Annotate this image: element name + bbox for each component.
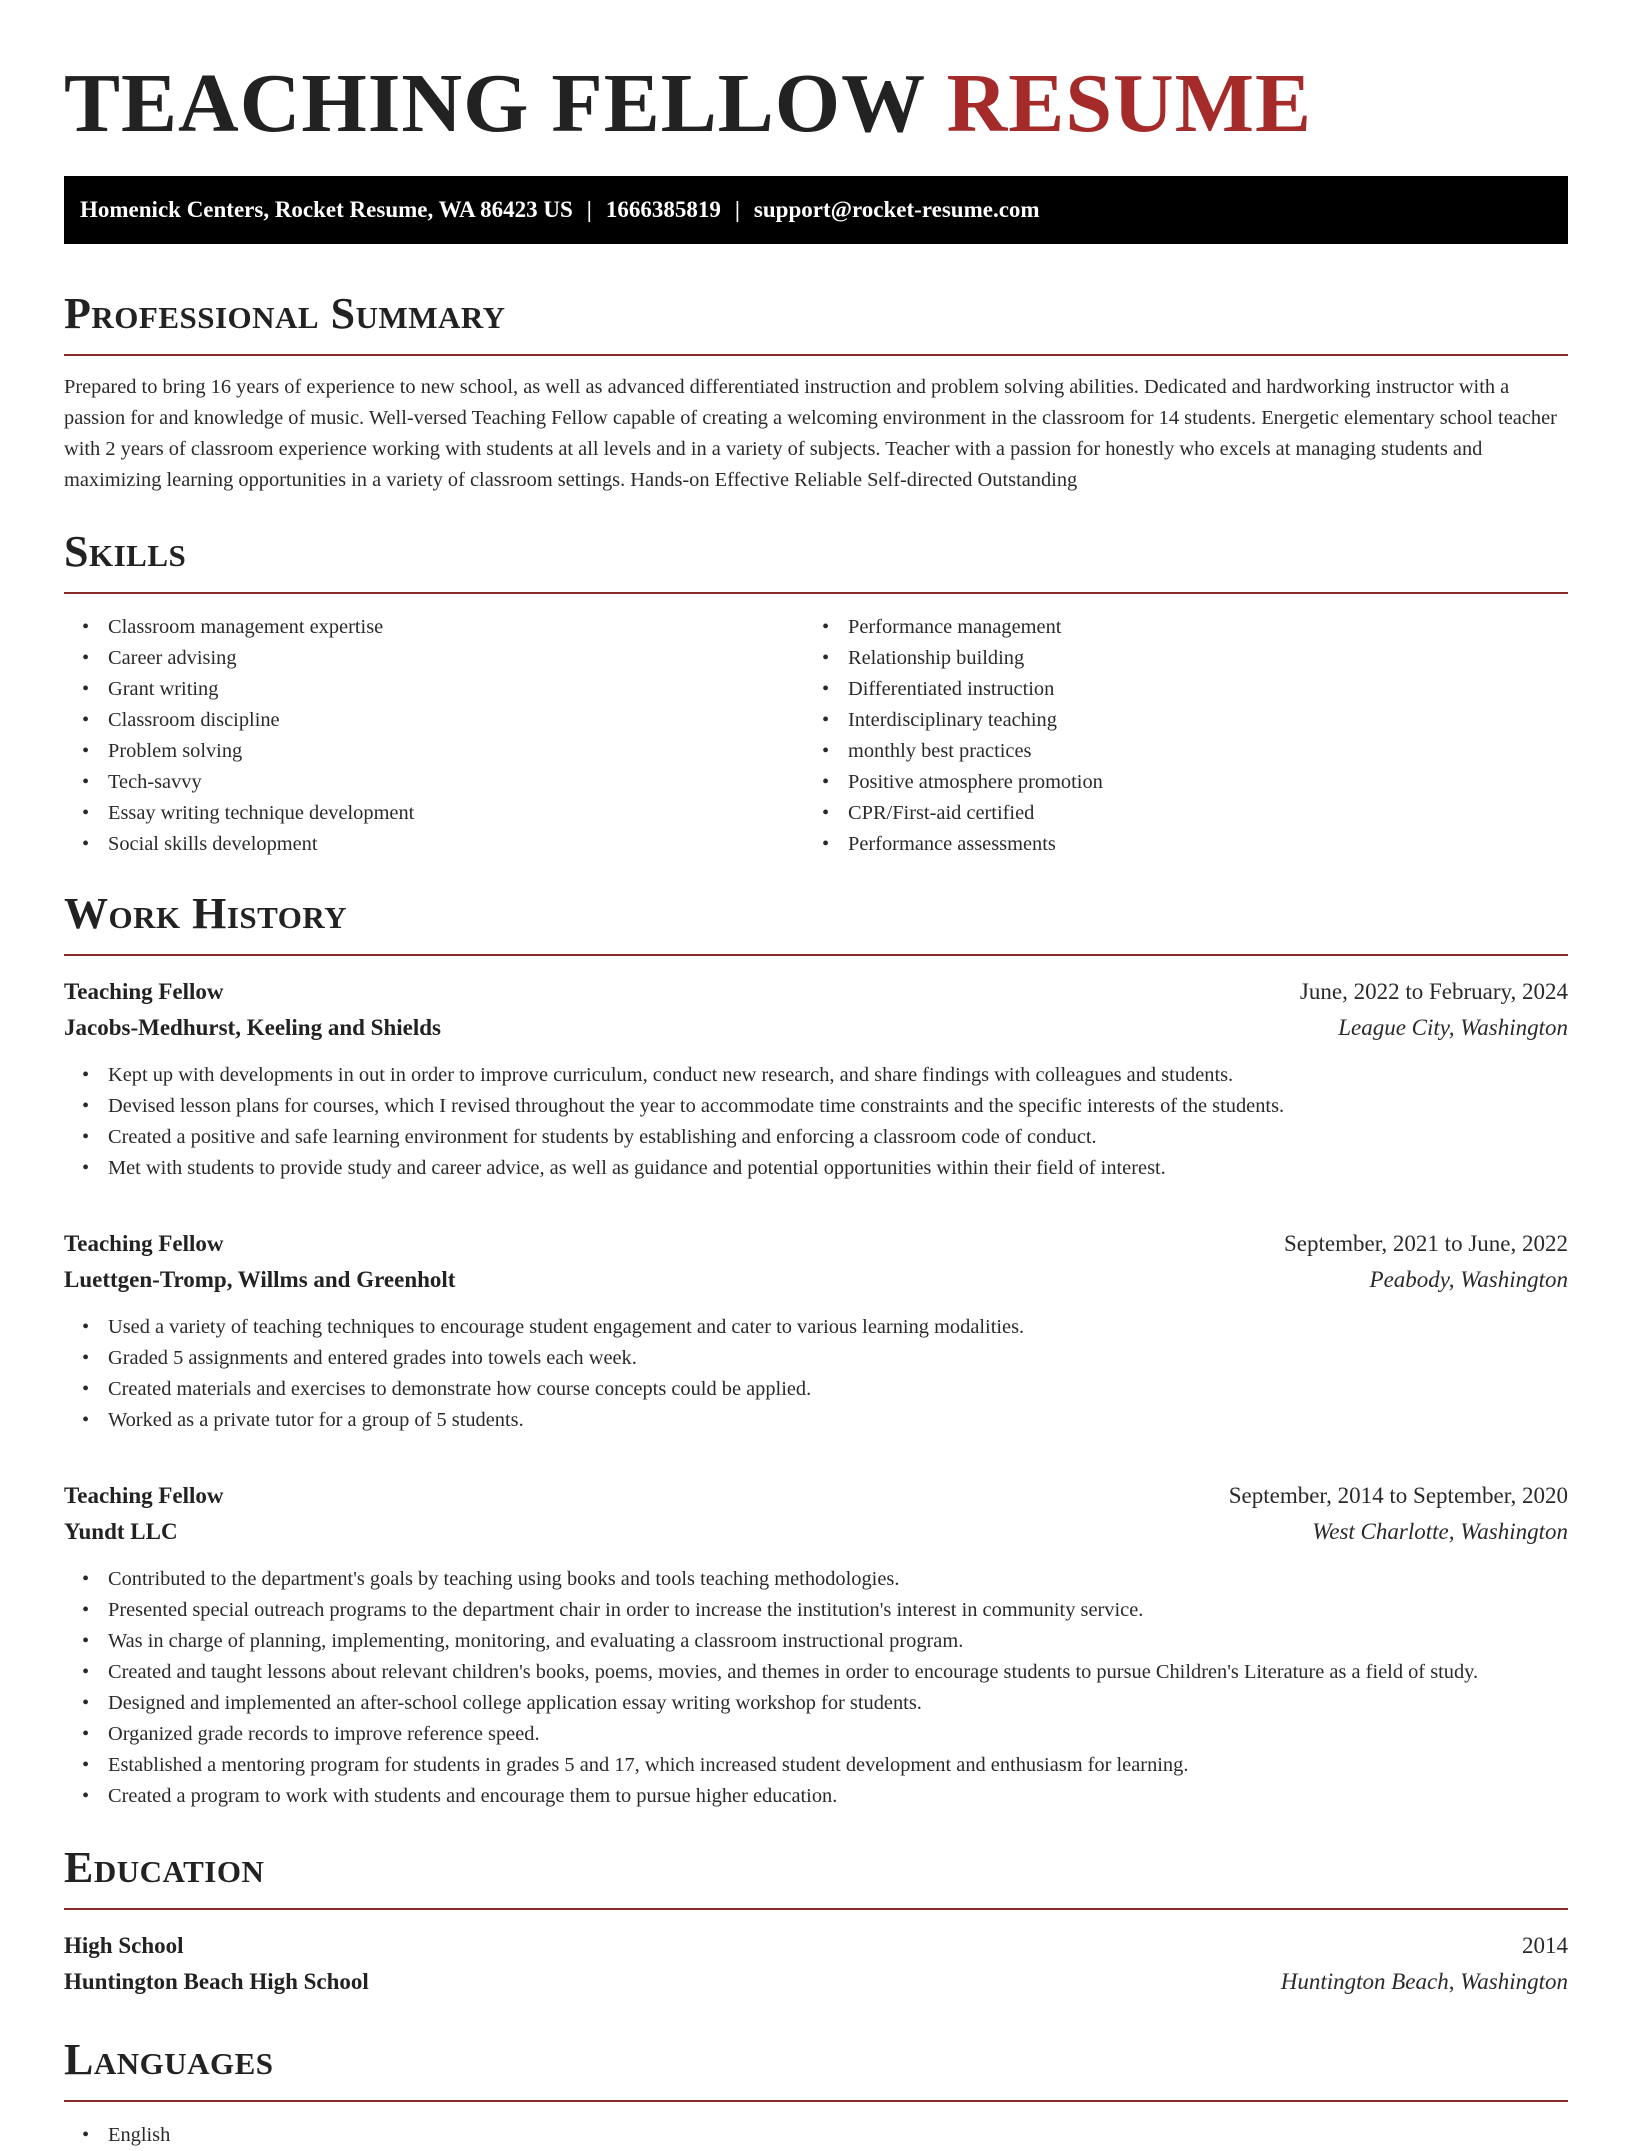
section-heading: Professional Summary (64, 289, 506, 338)
skills-section (64, 526, 1568, 860)
contact-phone: 1666385819 (605, 197, 721, 222)
languages-list (64, 2120, 1568, 2151)
job-company-row (64, 1514, 1568, 1550)
skills-list-left (64, 612, 804, 860)
education-location: Huntington Beach, Washington (1280, 1969, 1568, 1994)
title-accent: RESUME (946, 57, 1313, 150)
job-duty: • Organized grade records to improve reference speed. (64, 1719, 1568, 1750)
job-duty: • Created and taught lessons about relevant children's books, poems, movies, and themes in order to encourage students to pursue Children's Literature as a field of study. (64, 1657, 1568, 1688)
job-company: Jacobs-Medhurst, Keeling and Shields (64, 1015, 441, 1040)
contact-email[interactable]: support@rocket-resume.com (753, 197, 1040, 222)
skill-item: • Classroom management expertise (64, 612, 804, 643)
skill-item: • Performance management (804, 612, 1544, 643)
education-entry (64, 1928, 1568, 2000)
job-duty: • Used a variety of teaching techniques to encourage student engagement and cater to various learning modalities. (64, 1312, 1568, 1343)
job-entry (64, 1226, 1568, 1436)
job-duties (64, 1564, 1568, 1812)
job-company: Luettgen-Tromp, Willms and Greenholt (64, 1267, 456, 1292)
education-degree: High School (64, 1933, 184, 1958)
section-divider (64, 592, 1568, 594)
job-location: West Charlotte, Washington (1312, 1519, 1568, 1544)
job-entry (64, 1478, 1568, 1812)
job-dates: September, 2021 to June, 2022 (1284, 1231, 1568, 1256)
job-duties (64, 1060, 1568, 1184)
job-title: Teaching Fellow (64, 979, 224, 1004)
section-divider (64, 2100, 1568, 2102)
section-heading: Work History (64, 889, 348, 938)
contact-address: Homenick Centers, Rocket Resume, WA 86423 US (80, 197, 573, 222)
skill-item: • Tech-savvy (64, 767, 804, 798)
resume-title (64, 54, 1568, 154)
job-entry (64, 974, 1568, 1184)
job-duty: • Created a program to work with students and encourage them to pursue higher education. (64, 1781, 1568, 1812)
skill-item: • Differentiated instruction (804, 674, 1544, 705)
job-duty: • Worked as a private tutor for a group of 5 students. (64, 1405, 1568, 1436)
section-heading: Skills (64, 527, 187, 576)
skill-item: • Interdisciplinary teaching (804, 705, 1544, 736)
job-location: Peabody, Washington (1369, 1267, 1568, 1292)
language-item: • English (64, 2120, 1568, 2151)
job-title: Teaching Fellow (64, 1483, 224, 1508)
skill-item: • Relationship building (804, 643, 1544, 674)
job-company-row (64, 1262, 1568, 1298)
section-divider (64, 354, 1568, 356)
job-dates: June, 2022 to February, 2024 (1299, 979, 1568, 1004)
section-divider (64, 1908, 1568, 1910)
job-duty: • Graded 5 assignments and entered grades into towels each week. (64, 1343, 1568, 1374)
skill-item: • CPR/First-aid certified (804, 798, 1544, 829)
education-school: Huntington Beach High School (64, 1969, 369, 1994)
skill-item: • Grant writing (64, 674, 804, 705)
contact-bar (64, 176, 1568, 244)
section-heading: Languages (64, 2035, 274, 2084)
skills-list-right (804, 612, 1544, 860)
skill-item: • Social skills development (64, 829, 804, 860)
job-duty: • Devised lesson plans for courses, which I revised throughout the year to accommodate time constraints and the specific interests of the students. (64, 1091, 1568, 1122)
skill-item: • Problem solving (64, 736, 804, 767)
job-duty: • Met with students to provide study and career advice, as well as guidance and potential opportunities within their field of interest. (64, 1153, 1568, 1184)
job-company-row (64, 1010, 1568, 1046)
job-title-row (64, 1226, 1568, 1262)
job-duties (64, 1312, 1568, 1436)
job-duty: • Contributed to the department's goals by teaching using books and tools teaching methodologies. (64, 1564, 1568, 1595)
job-dates: September, 2014 to September, 2020 (1228, 1483, 1568, 1508)
skill-item: • Classroom discipline (64, 705, 804, 736)
skill-item: • Career advising (64, 643, 804, 674)
job-title-row (64, 1478, 1568, 1514)
job-duty: • Kept up with developments in out in order to improve curriculum, conduct new research, and share findings with colleagues and students. (64, 1060, 1568, 1091)
summary-section (64, 288, 1568, 496)
contact-separator: | (586, 197, 592, 222)
job-title-row (64, 974, 1568, 1010)
education-section (64, 1842, 1568, 2000)
languages-section (64, 2034, 1568, 2151)
job-duty: • Established a mentoring program for students in grades 5 and 17, which increased student development and enthusiasm for learning. (64, 1750, 1568, 1781)
job-duty: • Created a positive and safe learning environment for students by establishing and enforcing a classroom code of conduct. (64, 1122, 1568, 1153)
work-history-section (64, 888, 1568, 1812)
summary-text: Prepared to bring 16 years of experience to new school, as well as advanced differentiated instruction and problem solving abilities. Dedicated and hardworking instructor with a passion for and knowledge of music. Well-versed Teaching Fellow capable of creating a welcoming environment in the classroom for 14 students. Energetic elementary school teacher with 2 years of classroom experience working with students at all levels and in a variety of subjects. Teacher with a passion for honestly who excels at managing students and maximizing learning opportunities in a variety of classroom settings. Hands-on Effective Reliable Self-directed Outstanding (64, 376, 1557, 491)
skill-item: • monthly best practices (804, 736, 1544, 767)
skills-columns (64, 612, 1568, 860)
job-duty: • Presented special outreach programs to the department chair in order to increase the institution's interest in community service. (64, 1595, 1568, 1626)
job-location: League City, Washington (1338, 1015, 1568, 1040)
section-heading: Education (64, 1843, 265, 1892)
job-duty: • Created materials and exercises to demonstrate how course concepts could be applied. (64, 1374, 1568, 1405)
job-duty: • Was in charge of planning, implementing, monitoring, and evaluating a classroom instructional program. (64, 1626, 1568, 1657)
skill-item: • Performance assessments (804, 829, 1544, 860)
section-divider (64, 954, 1568, 956)
contact-separator: | (734, 197, 740, 222)
title-main: TEACHING FELLOW (64, 57, 925, 150)
skill-item: • Positive atmosphere promotion (804, 767, 1544, 798)
education-school-row (64, 1964, 1568, 2000)
education-degree-row (64, 1928, 1568, 1964)
job-title: Teaching Fellow (64, 1231, 224, 1256)
job-company: Yundt LLC (64, 1519, 178, 1544)
job-duty: • Designed and implemented an after-school college application essay writing workshop for students. (64, 1688, 1568, 1719)
education-year: 2014 (1522, 1933, 1568, 1958)
skill-item: • Essay writing technique development (64, 798, 804, 829)
